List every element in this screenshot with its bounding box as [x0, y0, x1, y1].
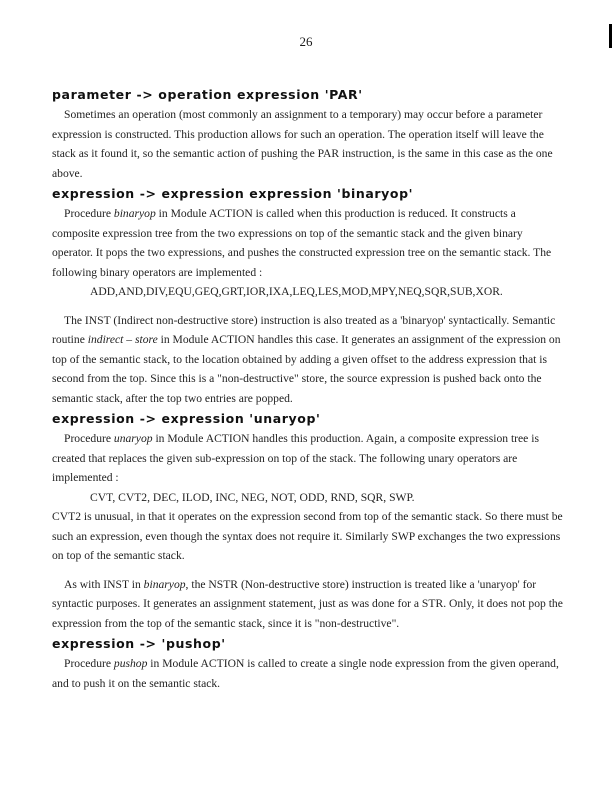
text-run: top of the semantic stack, to the location obtained by adding a given offset to the address expression that is [52, 352, 547, 366]
italic-term: pushop [113, 657, 148, 670]
section [52, 184, 592, 408]
text-run: in Module ACTION is called to create a single node expression from the given operand, [147, 657, 559, 670]
text-line [52, 594, 592, 614]
italic-term: binaryop [113, 207, 156, 220]
text-line [52, 507, 592, 527]
text-line [52, 369, 592, 389]
text-line [52, 389, 592, 409]
text-run: As with INST in [64, 577, 144, 591]
text-run: in Module ACTION handles this production. Again, a composite expression tree is [152, 432, 539, 445]
text-run: expression from the top of the semantic stack, since it is "non-destructive". [52, 616, 400, 630]
text-run: Procedure [64, 657, 114, 670]
text-line [52, 546, 592, 566]
text-line [52, 429, 592, 449]
paragraph [52, 311, 592, 409]
text-line [52, 654, 592, 674]
text-line [52, 105, 592, 125]
paragraph [52, 507, 592, 566]
text-line [52, 468, 592, 488]
section-heading: expression -> 'pushop' [52, 636, 226, 651]
text-line [52, 614, 592, 634]
section-heading: expression -> expression expression 'binaryop' [52, 186, 414, 201]
text-run: Procedure [64, 432, 114, 445]
text-line [52, 164, 592, 184]
italic-term: binaryop [143, 577, 186, 591]
text-run: implemented : [52, 471, 119, 484]
text-run: composite expression tree from the two expressions on top of the semantic stack and the given binary [52, 226, 523, 240]
paragraph [52, 204, 592, 282]
text-line [52, 350, 592, 370]
paragraph [52, 654, 592, 693]
text-run: syntactic purposes. It generates an assignment statement, just as was done for a STR. Only, it does not pop the [52, 597, 563, 610]
text-run: created that replaces the given sub-expression on top of the stack. The following unary operators are [52, 451, 518, 465]
text-line [52, 311, 592, 331]
section-heading: parameter -> operation expression 'PAR' [52, 87, 363, 102]
text-run: , the NSTR (Non-destructive store) instruction is treated like a 'unaryop' for [185, 577, 537, 591]
text-run: Sometimes an operation (most commonly an assignment to a temporary) may occur before a parameter [64, 108, 543, 121]
text-run: second from the top. Since this is a "non-destructive" store, the source expression is pushed back onto the [52, 372, 542, 385]
text-line [52, 243, 592, 263]
text-line [52, 527, 592, 547]
text-line [52, 575, 592, 595]
paragraph [52, 575, 592, 634]
text-run: following binary operators are implemented : [52, 265, 263, 279]
text-run: stack as it found it, so the semantic action of pushing the PAR instruction, is the same in this case as the one [52, 147, 553, 160]
italic-term: unaryop [113, 432, 153, 445]
operator-list: ADD,AND,DIV,EQU,GEQ,GRT,IOR,IXA,LEQ,LES,MOD,MPY,NEQ,SQR,SUB,XOR. [90, 285, 503, 298]
text-run: in Module ACTION handles this case. It generates an assignment of the expression on [157, 333, 561, 346]
text-line [52, 330, 592, 350]
page-number: 26 [299, 34, 313, 49]
document-body [52, 84, 592, 693]
text-line [52, 224, 592, 244]
italic-term: indirect – store [87, 333, 158, 346]
text-line [52, 674, 592, 694]
text-run: Procedure [64, 207, 114, 220]
paragraph [52, 429, 592, 488]
text-run: routine [52, 333, 88, 346]
text-line [52, 144, 592, 164]
text-run: and to push it on the semantic stack. [52, 676, 221, 690]
text-line [52, 204, 592, 224]
text-run: in Module ACTION is called when this production is reduced. It constructs a [155, 207, 516, 220]
section [52, 409, 592, 633]
section [52, 85, 592, 183]
section [52, 634, 592, 693]
text-run: on top of the semantic stack. [52, 549, 185, 562]
text-run: CVT2 is unusual, in that it operates on the expression second from top of the semantic stack. So there must be [52, 510, 563, 523]
text-line [52, 263, 592, 283]
text-run: semantic stack, after the top two entries are popped. [52, 391, 293, 405]
text-run: above. [52, 166, 83, 180]
text-line [52, 125, 592, 145]
paragraph-spacer [52, 302, 592, 311]
operator-list: CVT, CVT2, DEC, ILOD, INC, NEG, NOT, ODD, RND, SQR, SWP. [90, 490, 415, 504]
paragraph [52, 105, 592, 183]
text-line [52, 449, 592, 469]
paragraph-spacer [52, 566, 592, 575]
text-run: expression is constructed. This production allows for such an operation. The operation itself will leave the [52, 127, 544, 141]
text-run: operator. It pops the two expressions, and pushes the constructed expression tree on the semantic stack. The [52, 246, 552, 259]
text-run: The INST (Indirect non-destructive store) instruction is also treated as a 'binaryop' syntactically. Semantic [64, 313, 556, 327]
section-heading: expression -> expression 'unaryop' [52, 411, 321, 426]
text-run: such an expression, even though the syntax does not require it. Similarly SWP exchanges the two expressions [52, 529, 561, 543]
